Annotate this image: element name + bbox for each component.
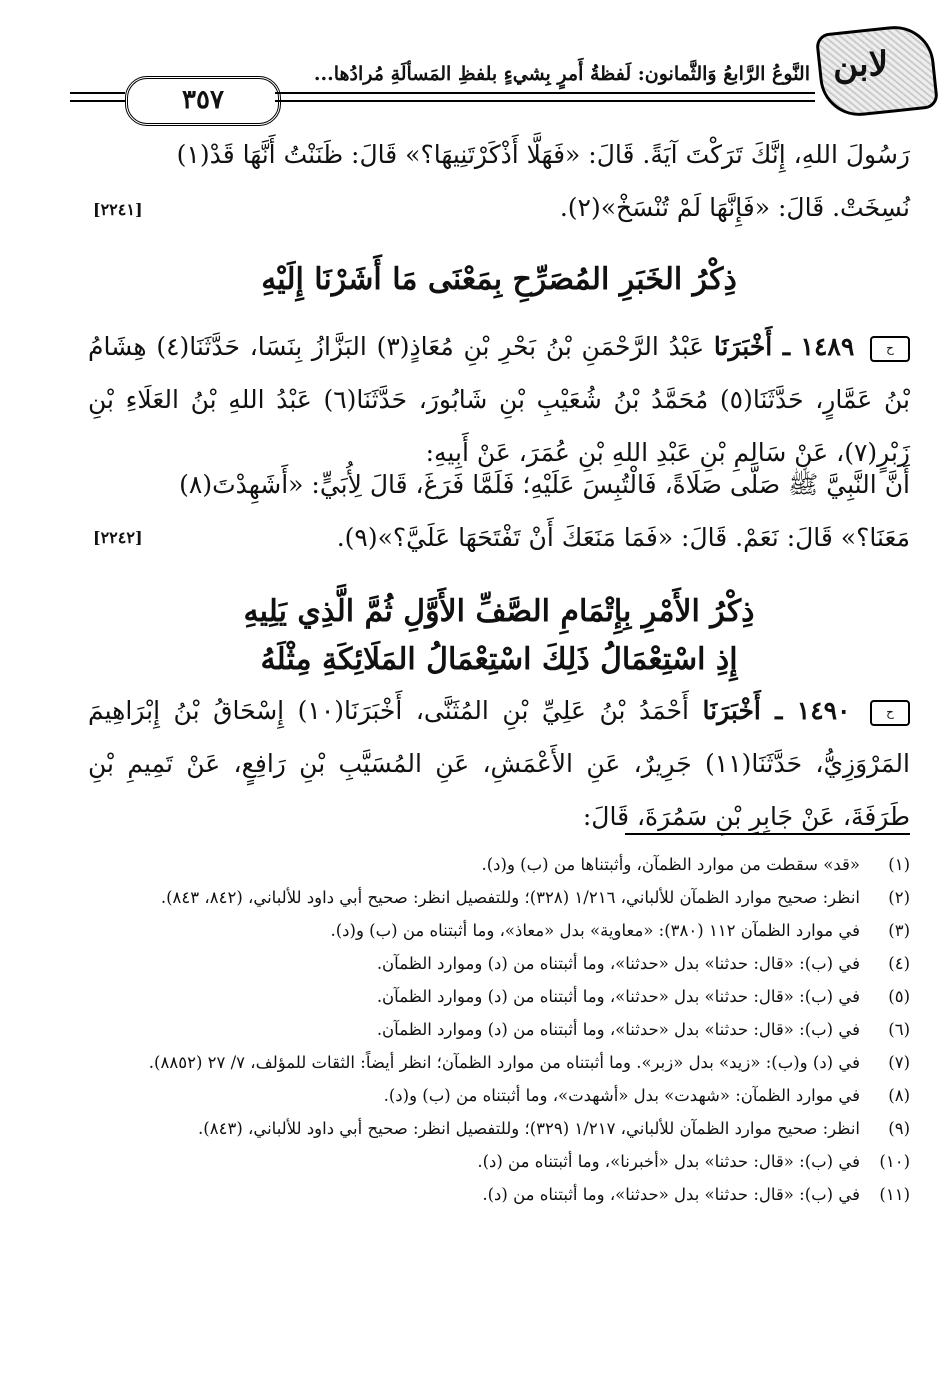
section-heading: ذِكْرُ الخَبَرِ المُصَرِّحِ بِمَعْنَى مَا أَشَرْنَا إِلَيْهِ bbox=[261, 262, 737, 297]
book-emblem bbox=[815, 22, 939, 120]
footnote-number: (٥) bbox=[888, 987, 910, 1006]
emblem-text: لابن bbox=[833, 44, 888, 85]
footnote bbox=[88, 914, 910, 947]
footnote bbox=[88, 947, 910, 980]
heading-line: إِذِ اسْتِعْمَالُ ذَلِكَ اسْتِعْمَالُ المَلَائِكَةِ مِثْلَهُ bbox=[260, 642, 738, 677]
footnotes bbox=[88, 848, 910, 1211]
footnote-number: (٢) bbox=[888, 888, 910, 907]
hadith-1489-text bbox=[88, 458, 910, 564]
hadith-marker-icon: ح bbox=[870, 336, 910, 362]
footnote-number: (٦) bbox=[888, 1020, 910, 1039]
text-line: نُسِخَتْ. قَالَ: «فَإِنَّهَا لَمْ تُنْسَخْ»(٢). bbox=[559, 193, 910, 222]
text-line: أَنَّ النَّبِيَّ ﷺ صَلَّى صَلَاةً، فَالْتُبِسَ عَلَيْهِ؛ فَلَمَّا فَرَغَ، قَالَ لِأُبَيٍّ: «أَشَهِدْتَ(٨) bbox=[179, 470, 910, 499]
hadith-1490 bbox=[88, 684, 910, 843]
hadith-reference: [٢٢٤٢] bbox=[93, 528, 143, 547]
hadith-number: ١٤٩٠ ـ أَخْبَرَنَا bbox=[702, 696, 851, 725]
footnote-text: في (ب): «قال: حدثنا» بدل «حدثنا»، وما أثبتناه من (د) وموارد الظمآن. bbox=[376, 1020, 860, 1039]
footnote-number: (١١) bbox=[879, 1185, 910, 1204]
hadith-marker-icon: ح bbox=[870, 700, 910, 726]
footnote bbox=[88, 1178, 910, 1211]
footnote-text: في (ب): «قال: حدثنا» بدل «حدثنا»، وما أثبتناه من (د) وموارد الظمآن. bbox=[376, 954, 860, 973]
footnote-number: (٣) bbox=[888, 921, 910, 940]
hadith-reference: [٢٢٤١] bbox=[93, 200, 143, 219]
section-heading-2 bbox=[88, 588, 910, 684]
paragraph-continuation bbox=[88, 128, 910, 234]
footnote bbox=[88, 1145, 910, 1178]
footnote-text: «قد» سقطت من موارد الظمآن، وأثبتناها من (ب) و(د). bbox=[481, 855, 860, 874]
header-rule-right bbox=[275, 92, 815, 102]
hadith-1489 bbox=[88, 320, 910, 479]
footnote-number: (٨) bbox=[888, 1086, 910, 1105]
footnote bbox=[88, 1112, 910, 1145]
text-line: رَسُولَ اللهِ، إِنَّكَ تَرَكْتَ آيَةً. قَالَ: «فَهَلَّا أَذْكَرْتَنِيهَا؟» قَالَ: ظَنَنْتُ أَنَّهَا قَدْ(١) bbox=[176, 140, 910, 169]
footnote-text: في (ب): «قال: حدثنا» بدل «حدثنا»، وما أثبتناه من (د). bbox=[482, 1185, 860, 1204]
footnote bbox=[88, 881, 910, 914]
footnote bbox=[88, 848, 910, 881]
running-title: النَّوعُ الرَّابعُ وَالثَّمانون: لَفظةُ أَمرٍ بِشيءٍ بلفظِ المَسألَةِ مُرادُها... bbox=[313, 63, 810, 85]
footnote-text: انظر: صحيح موارد الظمآن للألباني، ١/٢١٧ (٣٢٩)؛ وللتفصيل انظر: صحيح أبي داود للألباني، (٨٤٣). bbox=[198, 1119, 860, 1138]
footnote-text: في (د) و(ب): «زيد» بدل «زبر». وما أثبتناه من موارد الظمآن؛ انظر أيضاً: الثقات للمؤلف، ٧/ ٢٧ (٨٨٥٢). bbox=[148, 1053, 860, 1072]
footnote-text: انظر: صحيح موارد الظمآن للألباني، ١/٢١٦ (٣٢٨)؛ وللتفصيل انظر: صحيح أبي داود للألباني، (٨٤٢، ٨٤٣). bbox=[160, 888, 860, 907]
footnote-text: في (ب): «قال: حدثنا» بدل «أخبرنا»، وما أثبتناه من (د). bbox=[477, 1152, 860, 1171]
footnote-text: في موارد الظمآن: «شهدت» بدل «أشهدت»، وما أثبتناه من (ب) و(د). bbox=[383, 1086, 860, 1105]
heading-line: ذِكْرُ الأَمْرِ بِإِتْمَامِ الصَّفِّ الأَوَّلِ ثُمَّ الَّذِي يَلِيهِ bbox=[243, 594, 755, 629]
footnote bbox=[88, 1013, 910, 1046]
footnote-number: (١٠) bbox=[879, 1152, 910, 1171]
footnote-number: (١) bbox=[888, 855, 910, 874]
page-header bbox=[70, 28, 925, 118]
header-rule-left bbox=[70, 92, 125, 102]
footnote-number: (٩) bbox=[888, 1119, 910, 1138]
hadith-chain: أَحْمَدُ بْنُ عَلِيِّ بْنِ المُثَنَّى، أَخْبَرَنَا(١٠) إِسْحَاقُ بْنُ إِبْرَاهِيمَ المَرْوَزِيُّ، حَدَّثَنَا(١١) جَرِيرٌ، عَنِ الأَعْمَشِ، عَنِ المُسَيَّبِ بْنِ رَافِعٍ، عَنْ تَمِيمِ بْنِ طَرَفَةَ، عَنْ جَابِرِ بْنِ سَمُرَةَ، قَالَ: bbox=[88, 696, 910, 831]
footnote-text: في موارد الظمآن ١١٢ (٣٨٠): «معاوية» بدل «معاذ»، وما أثبتناه من (ب) و(د). bbox=[330, 921, 860, 940]
footnote bbox=[88, 980, 910, 1013]
footnote bbox=[88, 1046, 910, 1079]
page-number: ٣٥٧ bbox=[125, 76, 281, 126]
footnote bbox=[88, 1079, 910, 1112]
hadith-chain: عَبْدُ الرَّحْمَنِ بْنُ بَحْرِ بْنِ مُعَاذٍ(٣) البَزَّازُ بِنَسَا، حَدَّثَنَا(٤) هِشَامُ بْنُ عَمَّارٍ، حَدَّثَنَا(٥) مُحَمَّدُ بْنُ شُعَيْبِ بْنِ شَابُورَ، حَدَّثَنَا(٦) عَبْدُ اللهِ بْنُ العَلَاءِ بْنِ زَبْرٍ(٧)، عَنْ سَالِمِ بْنِ عَبْدِ اللهِ بْنِ عُمَرَ، عَنْ أَبِيهِ: bbox=[88, 332, 911, 467]
footnote-separator bbox=[625, 833, 910, 835]
hadith-number: ١٤٨٩ ـ أَخْبَرَنَا bbox=[713, 332, 855, 361]
footnote-number: (٤) bbox=[888, 954, 910, 973]
footnote-number: (٧) bbox=[888, 1053, 910, 1072]
footnote-text: في (ب): «قال: حدثنا» بدل «حدثنا»، وما أثبتناه من (د) وموارد الظمآن. bbox=[376, 987, 860, 1006]
text-line: مَعَنَا؟» قَالَ: نَعَمْ. قَالَ: «فَمَا مَنَعَكَ أَنْ تَفْتَحَهَا عَلَيَّ؟»(٩). bbox=[336, 523, 910, 552]
